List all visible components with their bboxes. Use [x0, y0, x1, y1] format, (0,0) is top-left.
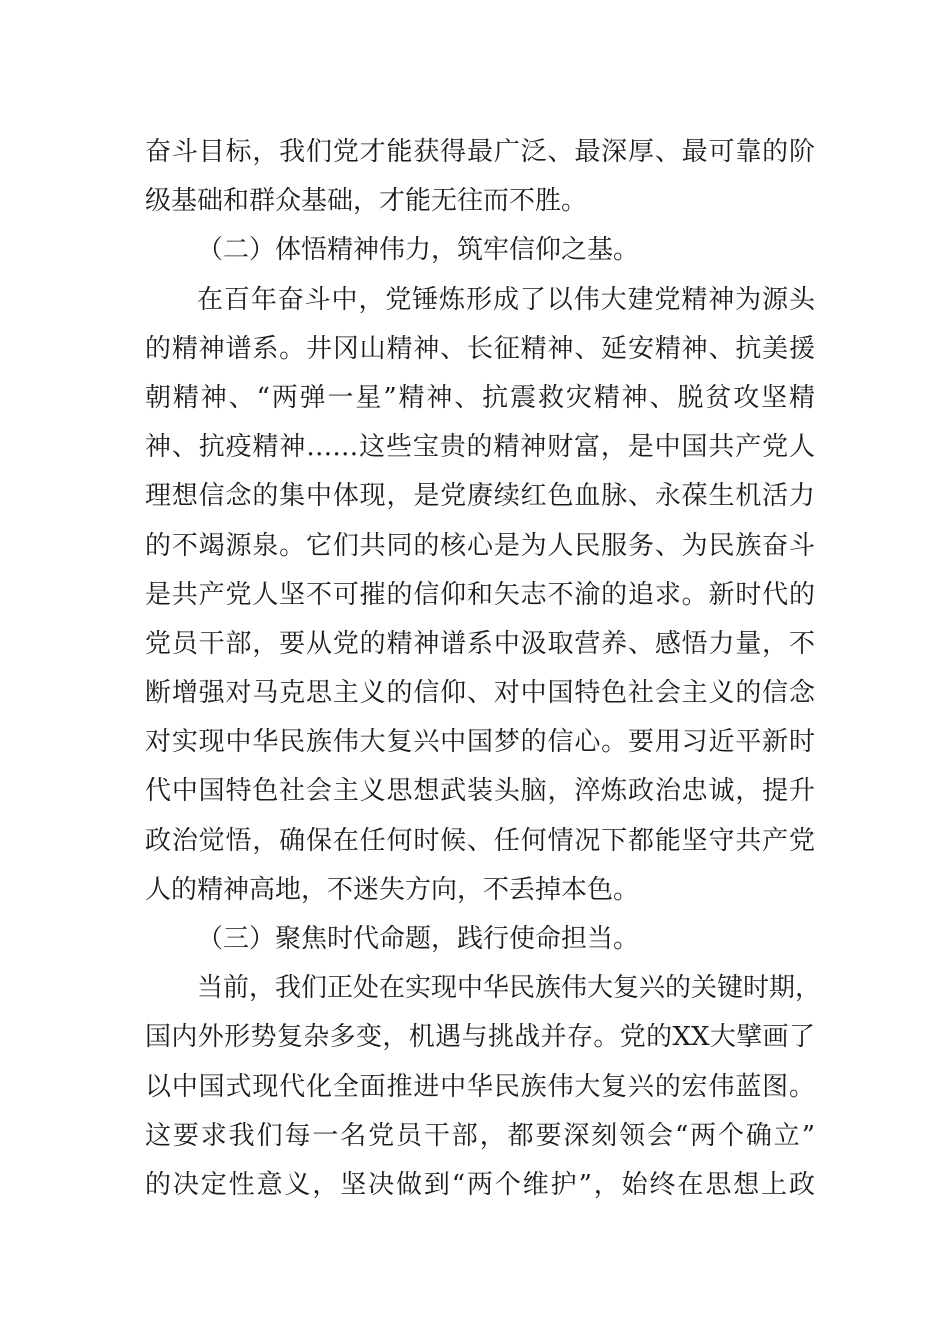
body-line: 朝精神、“两弹一星”精神、抗震救灾精神、脱贫攻坚精 [145, 382, 815, 413]
body-line: 断增强对马克思主义的信仰、对中国特色社会主义的信念 [145, 678, 815, 709]
body-line: 政治觉悟，确保在任何时候、任何情况下都能坚守共产党 [145, 825, 815, 856]
body-line: 在百年奋斗中，党锤炼形成了以伟大建党精神为源头 [197, 284, 815, 315]
document-body [145, 128, 822, 1210]
body-line: 国内外形势复杂多变，机遇与挑战并存。党的XX大擘画了 [145, 1022, 815, 1053]
body-line: 对实现中华民族伟大复兴中国梦的信心。要用习近平新时 [145, 727, 815, 758]
body-line: 代中国特色社会主义思想武装头脑，淬炼政治忠诚，提升 [145, 776, 815, 807]
body-line: 的不竭源泉。它们共同的核心是为人民服务、为民族奋斗 [145, 530, 815, 561]
body-line: 党员干部，要从党的精神谱系中汲取营养、感悟力量，不 [145, 628, 815, 659]
body-line: 级基础和群众基础，才能无往而不胜。 [145, 186, 588, 217]
body-line: 的决定性意义，坚决做到“两个维护”，始终在思想上政 [145, 1169, 815, 1200]
body-line: 人的精神高地，不迷失方向，不丢掉本色。 [145, 874, 640, 905]
body-line: 这要求我们每一名党员干部，都要深刻领会“两个确立” [145, 1120, 815, 1151]
body-line: 是共产党人坚不可摧的信仰和矢志不渝的追求。新时代的 [145, 579, 815, 610]
body-line: 理想信念的集中体现，是党赓续红色血脉、永葆生机活力 [145, 481, 815, 512]
body-line: 以中国式现代化全面推进中华民族伟大复兴的宏伟蓝图。 [145, 1071, 815, 1102]
body-line: 的精神谱系。井冈山精神、长征精神、延安精神、抗美援 [145, 333, 815, 364]
section-heading-2: （二）体悟精神伟力，筑牢信仰之基。 [197, 235, 640, 266]
section-heading-3: （三）聚焦时代命题，践行使命担当。 [197, 924, 640, 954]
body-line: 奋斗目标，我们党才能获得最广泛、最深厚、最可靠的阶 [145, 137, 815, 167]
body-line: 当前，我们正处在实现中华民族伟大复兴的关键时期， [197, 973, 822, 1004]
body-line: 神、抗疫精神……这些宝贵的精神财富，是中国共产党人 [145, 432, 815, 463]
